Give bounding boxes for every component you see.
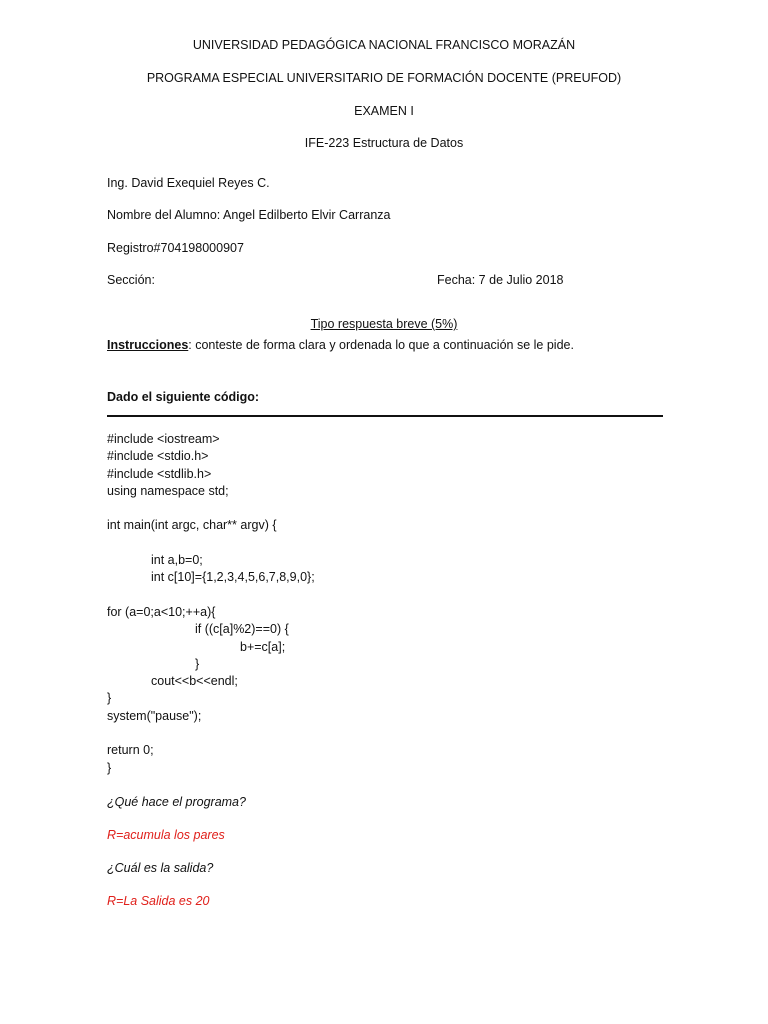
code-line: #include <stdio.h>	[107, 449, 209, 464]
code-line	[107, 500, 315, 517]
program-title: PROGRAMA ESPECIAL UNIVERSITARIO DE FORMACIÓN DOCENTE (PREUFOD)	[146, 71, 622, 85]
code-line: int c[10]={1,2,3,4,5,6,7,8,9,0};	[151, 570, 315, 585]
instructions	[107, 337, 574, 354]
section-type-heading: Tipo respuesta breve (5%)	[310, 317, 458, 331]
code-line: int a,b=0;	[151, 553, 203, 568]
instructions-text: : conteste de forma clara y ordenada lo que a continuación se le pide.	[188, 338, 574, 352]
registry-number: Registro#704198000907	[107, 241, 244, 255]
exam-title: EXAMEN I	[354, 104, 414, 118]
divider-line	[107, 415, 663, 417]
course-title: IFE-223 Estructura de Datos	[304, 136, 464, 150]
code-intro: Dado el siguiente código:	[107, 390, 260, 404]
answer-2: R=La Salida es 20	[107, 894, 210, 908]
teacher-name: Ing. David Exequiel Reyes C.	[107, 176, 270, 190]
code-line: }	[195, 656, 200, 671]
code-line: #include <stdlib.h>	[107, 466, 212, 481]
code-line	[107, 725, 315, 742]
code-line: #include <iostream>	[107, 432, 220, 446]
instructions-label: Instrucciones	[107, 338, 189, 352]
code-line: return 0;	[107, 743, 154, 758]
question-2: ¿Cuál es la salida?	[107, 861, 214, 875]
section-label: Sección:	[107, 273, 155, 287]
code-line: system("pause");	[107, 708, 202, 723]
answer-1: R=acumula los pares	[107, 828, 225, 842]
code-line: if ((c[a]%2)==0) {	[195, 622, 289, 637]
code-line	[107, 535, 315, 552]
code-line: }	[107, 760, 112, 775]
code-block	[107, 431, 315, 777]
code-line: cout<<b<<endl;	[151, 674, 238, 689]
university-title: UNIVERSIDAD PEDAGÓGICA NACIONAL FRANCISCO MORAZÁN	[192, 38, 576, 52]
code-line	[107, 587, 315, 604]
question-1: ¿Qué hace el programa?	[107, 795, 246, 809]
student-name: Nombre del Alumno: Angel Edilberto Elvir Carranza	[107, 208, 391, 222]
exam-date: Fecha: 7 de Julio 2018	[437, 273, 564, 287]
code-line: b+=c[a];	[240, 639, 286, 654]
code-line: for (a=0;a<10;++a){	[107, 604, 216, 619]
code-line: using namespace std;	[107, 483, 229, 498]
code-line: }	[107, 691, 112, 706]
code-line: int main(int argc, char** argv) {	[107, 518, 277, 533]
